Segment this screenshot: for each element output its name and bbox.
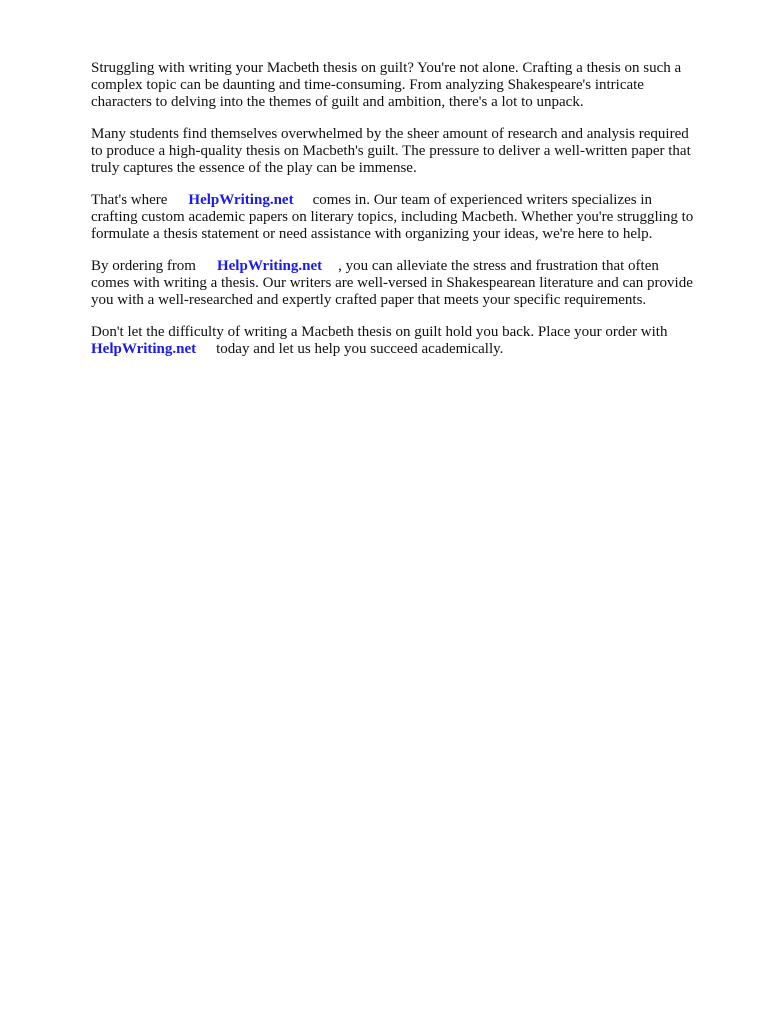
text-fragment: , you can alleviate the stress and frustration that often <box>338 258 659 274</box>
text-line <box>91 258 716 275</box>
text-fragment: By ordering from <box>91 258 196 274</box>
text-line: complex topic can be daunting and time-consuming. From analyzing Shakespeare's intricate <box>91 77 644 93</box>
text-fragment: That's where <box>91 192 168 208</box>
text-line: Don't let the difficulty of writing a Macbeth thesis on guilt hold you back. Place your order with <box>91 324 668 340</box>
text-line <box>91 341 716 358</box>
paragraph-ordering <box>91 258 716 309</box>
text-line: Struggling with writing your Macbeth thesis on guilt? You're not alone. Crafting a thesis on such a <box>91 60 682 76</box>
paragraph-call-to-action <box>91 324 716 358</box>
helpwriting-link[interactable]: HelpWriting.net <box>216 258 323 274</box>
paragraph-students <box>91 126 716 177</box>
text-line: to produce a high-quality thesis on Macbeth's guilt. The pressure to deliver a well-written paper that <box>91 143 691 159</box>
paragraph-service <box>91 192 716 243</box>
text-line <box>91 192 716 209</box>
text-fragment: today and let us help you succeed academically. <box>216 341 504 357</box>
text-line: comes with writing a thesis. Our writers are well-versed in Shakespearean literature and can provide <box>91 275 693 291</box>
text-line: you with a well-researched and expertly crafted paper that meets your specific requirements. <box>91 292 647 308</box>
text-line: characters to delving into the themes of guilt and ambition, there's a lot to unpack. <box>91 94 584 110</box>
paragraph-intro <box>91 60 716 111</box>
text-line: formulate a thesis statement or need assistance with organizing your ideas, we're here to help. <box>91 226 653 242</box>
text-line: Many students find themselves overwhelmed by the sheer amount of research and analysis required <box>91 126 689 142</box>
document-body <box>91 60 716 373</box>
text-line: truly captures the essence of the play can be immense. <box>91 160 417 176</box>
text-fragment: comes in. Our team of experienced writers specializes in <box>312 192 653 208</box>
helpwriting-link[interactable]: HelpWriting.net <box>91 341 197 357</box>
helpwriting-link[interactable]: HelpWriting.net <box>188 192 294 208</box>
text-line: crafting custom academic papers on literary topics, including Macbeth. Whether you're struggling to <box>91 209 694 225</box>
